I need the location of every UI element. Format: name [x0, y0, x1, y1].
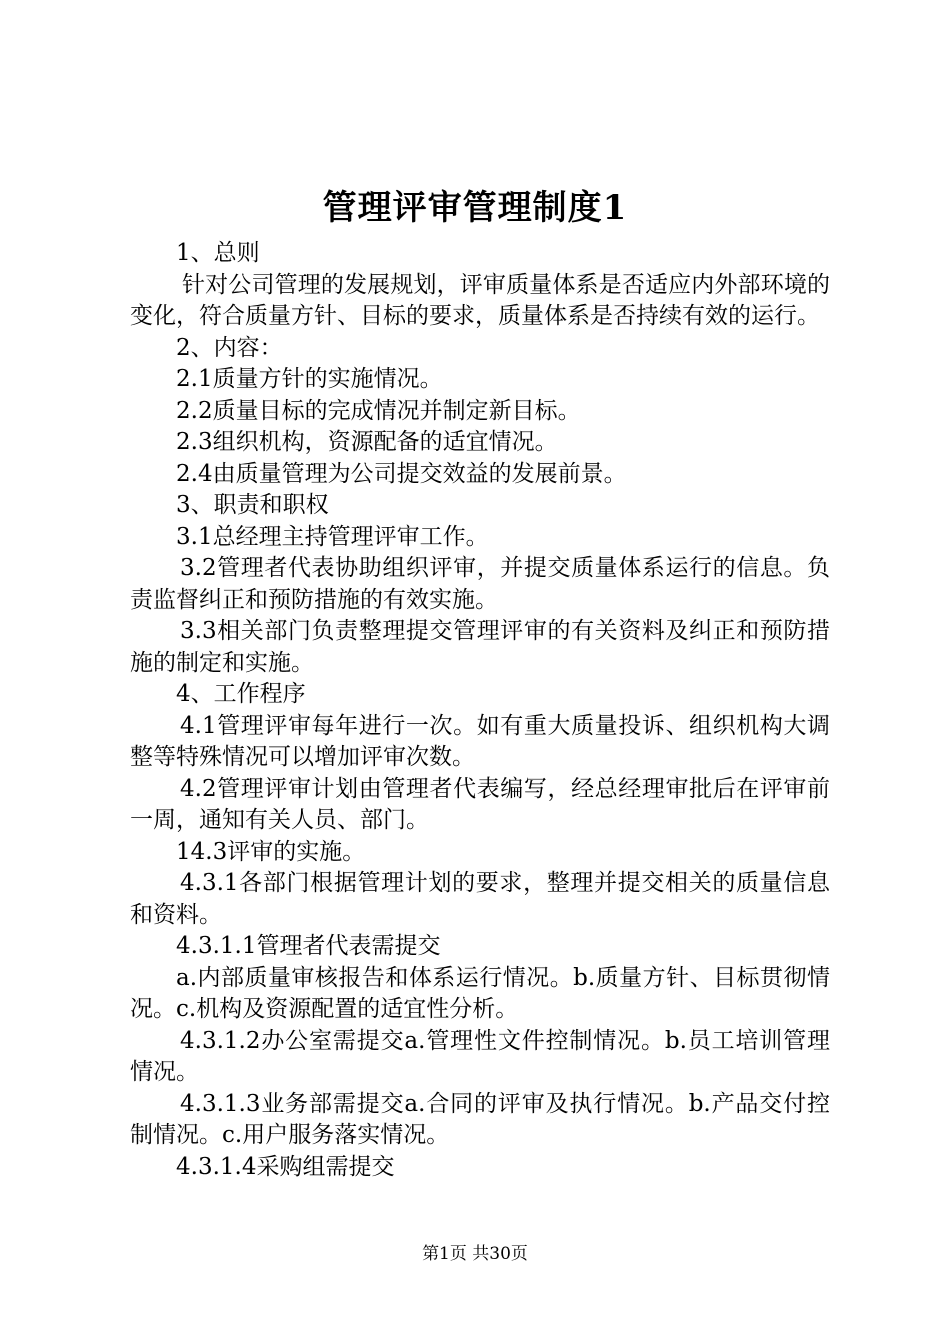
paragraph: 针对公司管理的发展规划，评审质量体系是否适应内外部环境的变化，符合质量方针、目标的要求，质量体系是否持续有效的运行。	[130, 271, 830, 329]
paragraph: 2.4由质量管理为公司提交效益的发展前景。	[176, 460, 627, 487]
paragraph: 2.1质量方针的实施情况。	[176, 366, 443, 392]
paragraph: 4.3.1各部门根据管理计划的要求，整理并提交相关的质量信息和资料。	[130, 870, 830, 928]
document-title: 管理评审管理制度1	[322, 188, 628, 228]
paragraph: 4.3.1.2办公室需提交a.管理性文件控制情况。b.员工培训管理情况。	[130, 1027, 830, 1085]
section-heading: 4、工作程序	[176, 681, 306, 707]
paragraph: 4.3.1.1管理者代表需提交	[176, 933, 441, 959]
section-heading: 3、职责和职权	[176, 492, 329, 518]
paragraph: 2.3组织机构，资源配备的适宜情况。	[176, 429, 558, 455]
paragraph: 4.2管理评审计划由管理者代表编写，经总经理审批后在评审前一周，通知有关人员、部门。	[130, 775, 830, 833]
paragraph: 4.1管理评审每年进行一次。如有重大质量投诉、组织机构大调整等特殊情况可以增加评审次数。	[130, 712, 830, 770]
section-heading: 2、内容：	[176, 334, 283, 361]
paragraph: 3.3相关部门负责整理提交管理评审的有关资料及纠正和预防措施的制定和实施。	[130, 618, 830, 676]
paragraph: 3.2管理者代表协助组织评审，并提交质量体系运行的信息。负责监督纠正和预防措施的有效实施。	[130, 555, 830, 613]
page-footer: 第1页 共30页	[422, 1244, 528, 1264]
paragraph: 14.3评审的实施。	[176, 838, 366, 865]
document-body	[130, 238, 830, 1183]
paragraph: 2.2质量目标的完成情况并制定新目标。	[176, 397, 581, 424]
paragraph: a.内部质量审核报告和体系运行情况。b.质量方针、目标贯彻情况。c.机构及资源配置的适宜性分析。	[130, 964, 830, 1022]
paragraph: 4.3.1.3业务部需提交a.合同的评审及执行情况。b.产品交付控制情况。c.用户服务落实情况。	[130, 1090, 830, 1148]
paragraph: 3.1总经理主持管理评审工作。	[176, 523, 489, 550]
paragraph: 4.3.1.4采购组需提交	[176, 1153, 395, 1180]
section-heading: 1、总则	[176, 240, 260, 266]
